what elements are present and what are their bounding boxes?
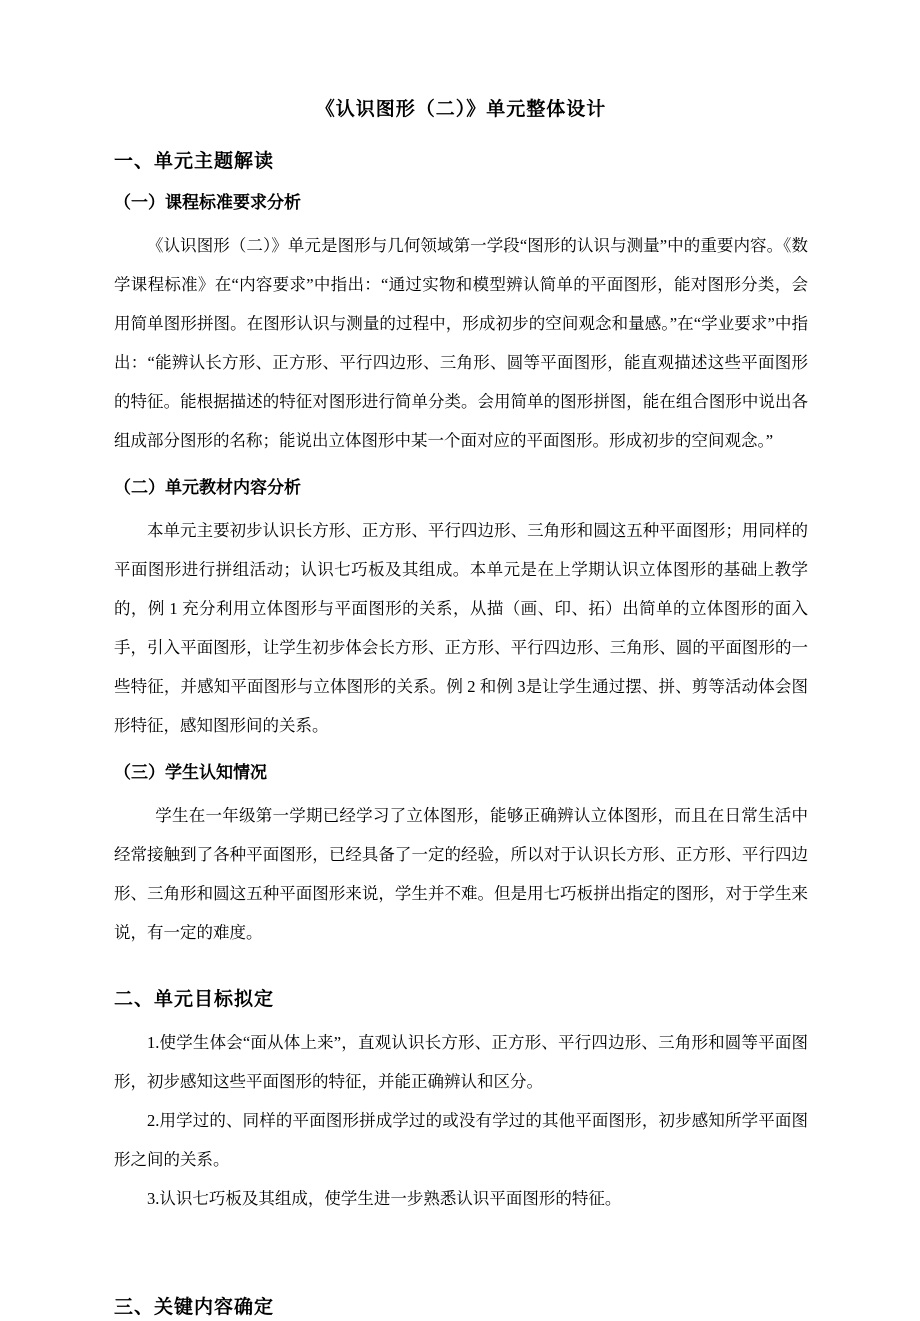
paragraph-textbook-content-analysis: 本单元主要初步认识长方形、正方形、平行四边形、三角形和圆这五种平面图形；用同样的平面图形进行拼组活动；认识七巧板及其组成。本单元是在上学期认识立体图形的基础上教学的，例 1 充分利用立体图形与平面图形的关系，从描（画、印、拓）出简单的立体图形的面入手，引入平面图形，让学生初步体会长方形、正方形、平行四边形、三角形、圆的平面图形的一些特征，并感知平面图形与立体图形的关系。例 2 和例 3是让学生通过摆、拼、剪等活动体会图形特征，感知图形间的关系。 [114, 521, 808, 735]
unit-goal-item-3: 3.认识七巧板及其组成，使学生进一步熟悉认识平面图形的特征。 [147, 1189, 622, 1208]
section-1-heading: 一、单元主题解读 [114, 150, 275, 172]
subsection-1-2-heading: （二）单元教材内容分析 [114, 478, 301, 498]
subsection-1-3-heading: （三）学生认知情况 [114, 763, 267, 783]
document-title: 《认识图形（二）》单元整体设计 [315, 98, 607, 120]
section-3-heading: 三、关键内容确定 [114, 1296, 275, 1318]
unit-goal-item-1: 1.使学生体会“面从体上来”，直观认识长方形、正方形、平行四边形、三角形和圆等平面图形，初步感知这些平面图形的特征，并能正确辨认和区分。 [114, 1033, 808, 1091]
paragraph-curriculum-standard-analysis: 《认识图形（二）》单元是图形与几何领域第一学段“图形的认识与测量”中的重要内容。《数学课程标准》在“内容要求”中指出：“通过实物和模型辨认简单的平面图形，能对图形分类，会用简单图形拼图。在图形认识与测量的过程中，形成初步的空间观念和量感。”在“学业要求”中指出：“能辨认长方形、正方形、平行四边形、三角形、圆等平面图形，能直观描述这些平面图形的特征。能根据描述的特征对图形进行简单分类。会用简单的图形拼图，能在组合图形中说出各组成部分图形的名称；能说出立体图形中某一个面对应的平面图形。形成初步的空间观念。” [114, 236, 808, 450]
subsection-1-1-heading: （一）课程标准要求分析 [114, 193, 301, 213]
section-2-heading: 二、单元目标拟定 [114, 988, 275, 1010]
unit-goal-list [114, 1023, 808, 1218]
paragraph-student-cognition: 学生在一年级第一学期已经学习了立体图形，能够正确辨认立体图形，而且在日常生活中经常接触到了各种平面图形，已经具备了一定的经验，所以对于认识长方形、正方形、平行四边形、三角形和圆这五种平面图形来说，学生并不难。但是用七巧板拼出指定的图形，对于学生来说，有一定的难度。 [114, 806, 808, 942]
unit-goal-item-2: 2.用学过的、同样的平面图形拼成学过的或没有学过的其他平面图形，初步感知所学平面图形之间的关系。 [114, 1111, 808, 1169]
